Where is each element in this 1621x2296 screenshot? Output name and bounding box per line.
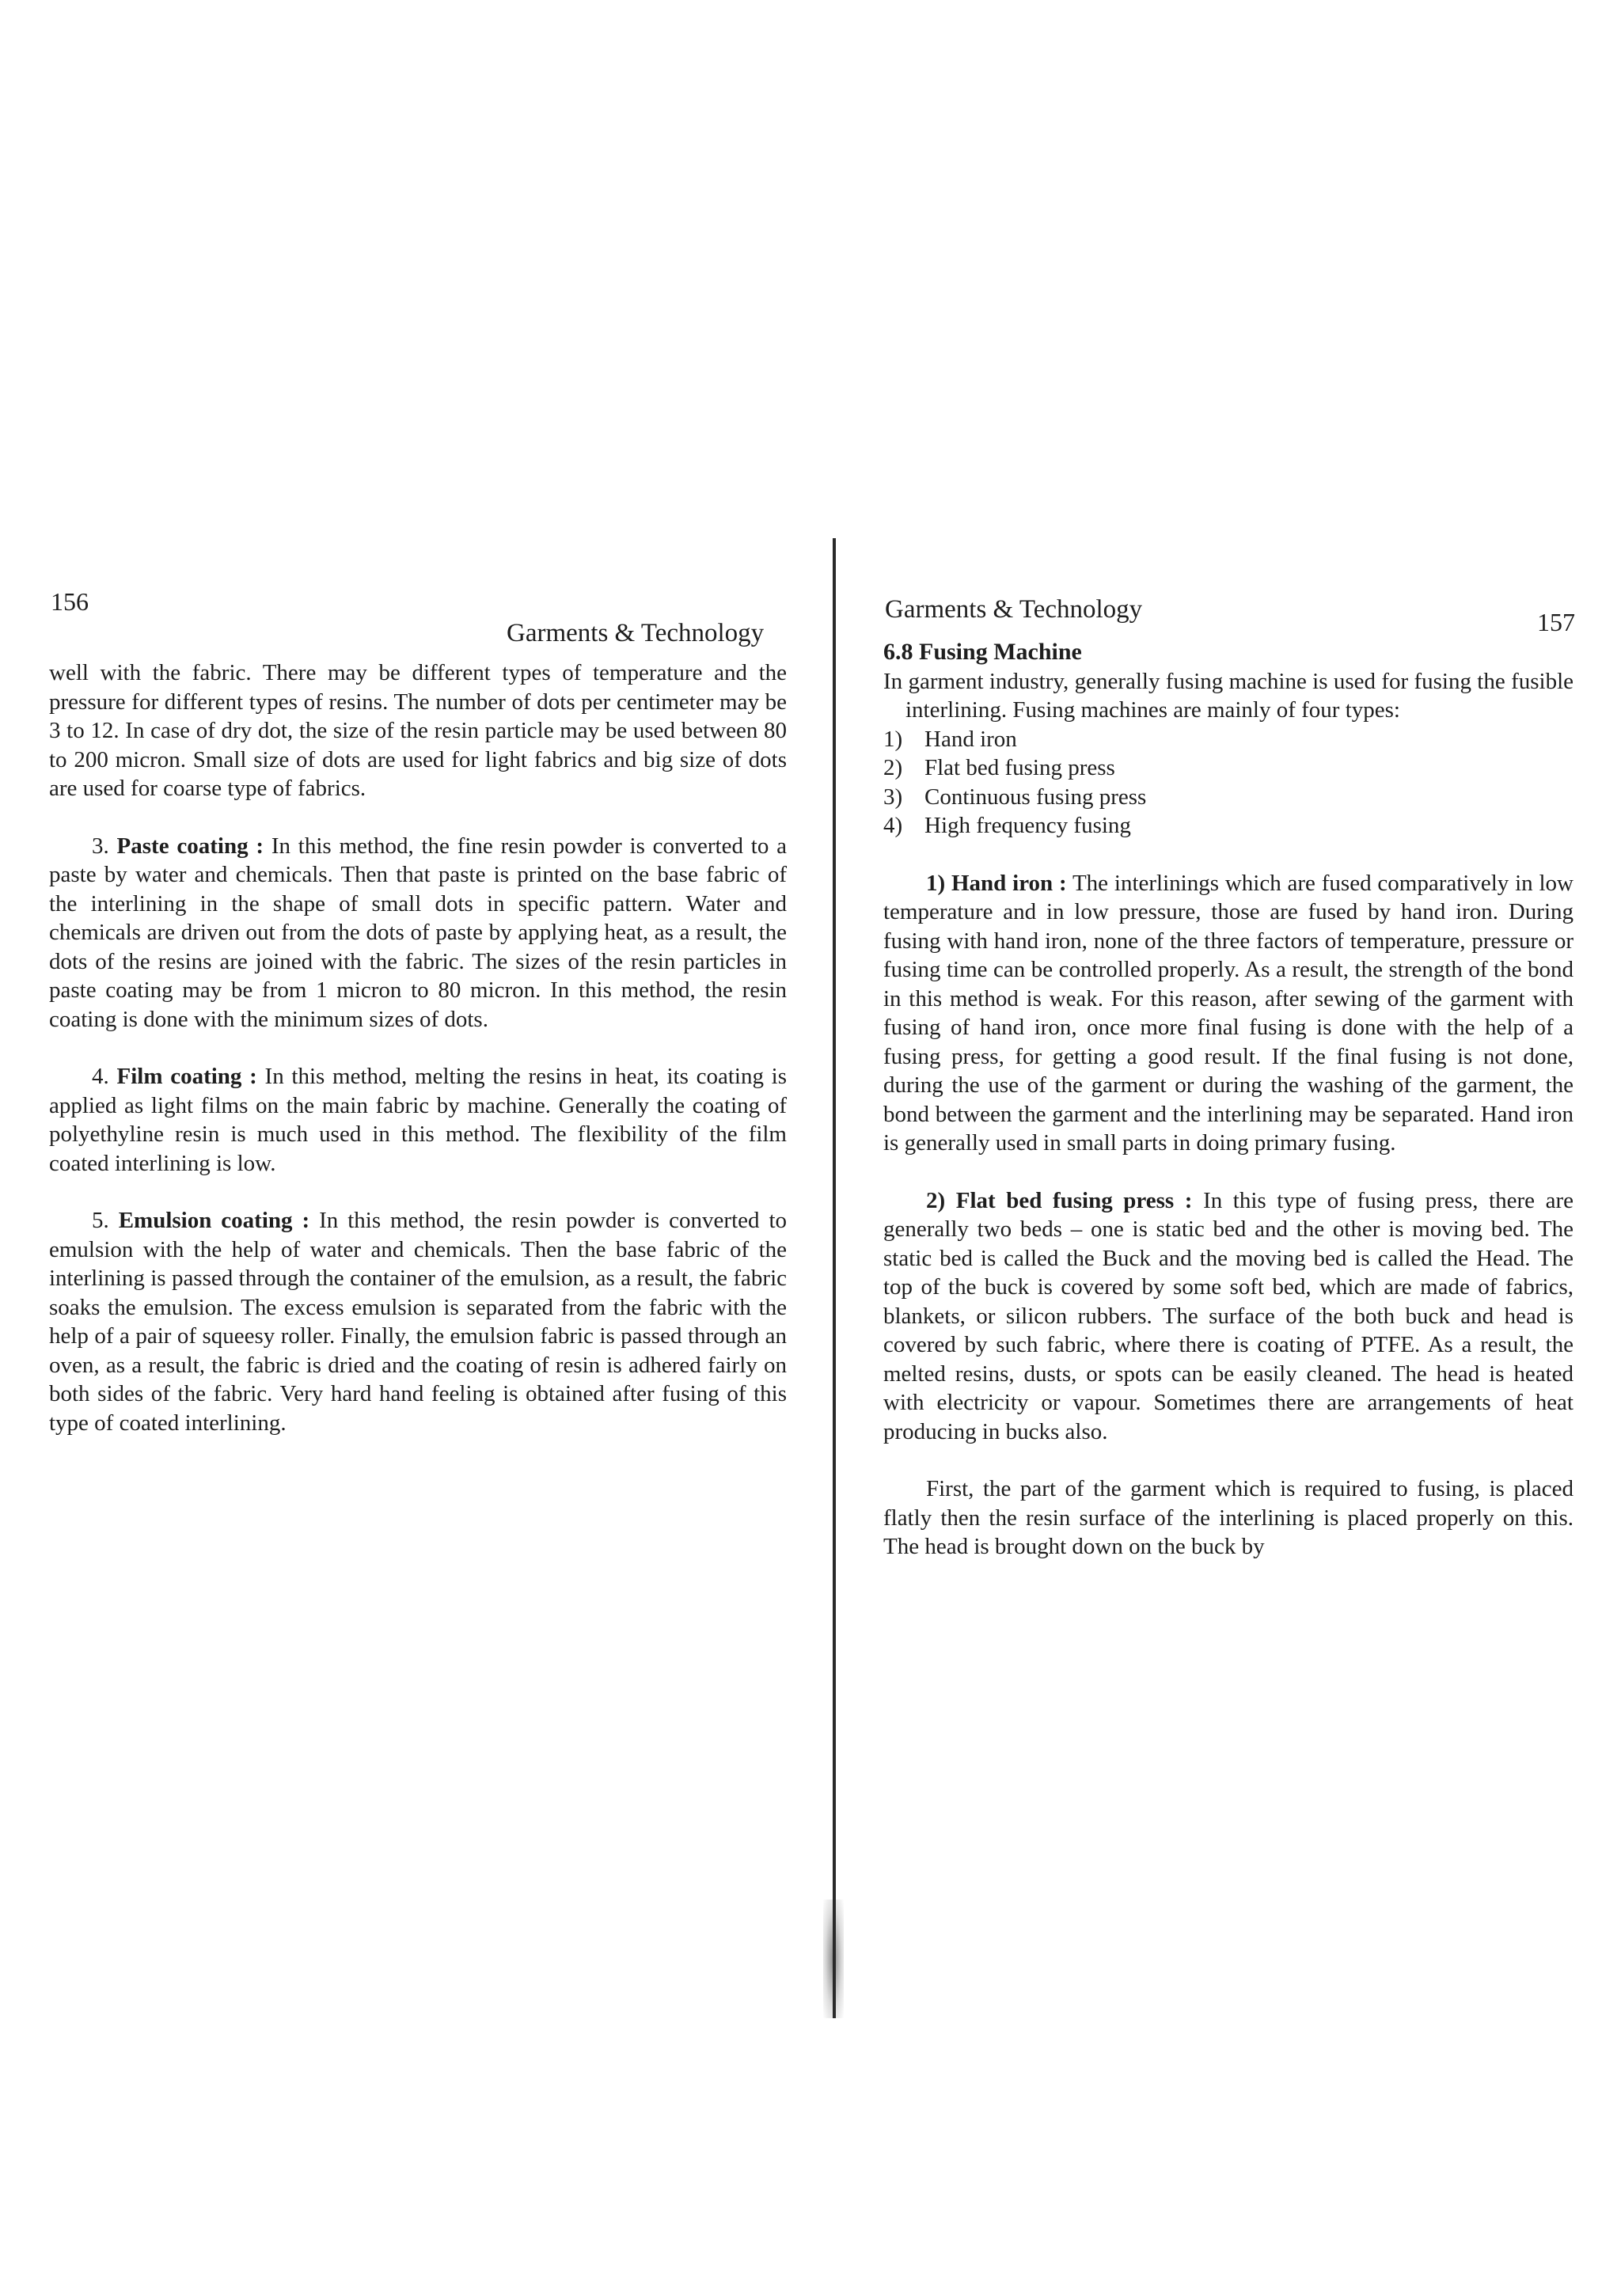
running-head-right: Garments & Technology (885, 595, 1143, 624)
film-coating-text: In this method, melting the resins in heat, its coating is applied as light films on the main fabric by machine. Generally the coating of polyethyline resin is much used in this method. The flexibility of the film coated interlining is low. (49, 1064, 788, 1176)
emulsion-coating-title: Emulsion coating : (118, 1208, 310, 1233)
paste-coating-number: 3. (92, 833, 109, 859)
list-item: 4) High frequency fusing (883, 813, 1131, 838)
film-coating-title: Film coating : (116, 1064, 257, 1089)
list-item: 3) Continuous fusing press (883, 784, 1147, 810)
left-body (49, 658, 787, 1437)
hand-iron-paragraph (883, 869, 1574, 1158)
film-coating-number: 4. (92, 1064, 109, 1089)
right-body (883, 638, 1574, 1562)
flat-bed-title: 2) Flat bed fusing press : (926, 1187, 1193, 1213)
fusing-intro: In garment industry, generally fusing machine is used for fusing the fusible interlining. Fusing machines are mainly of four types: (883, 668, 1574, 723)
flat-bed-text: In this type of fusing press, there are generally two beds – one is static bed and the other is moving bed. The static bed is called the Buck and the moving bed is called the Head. The top of the buck is covered by some soft bed, which are made of fabrics, blankets, or silicon rubbers. The surface of the both buck and head is covered by such fabric, where there is coating of PTFE. As a result, the melted resins, dusts, or spots can be easily cleaned. The head is heated with electricity or vapour. Sometimes there are arrangements of heat producing in bucks also. (883, 1187, 1574, 1444)
page-number-right: 157 (1537, 608, 1575, 636)
running-head-left: Garments & Technology (507, 619, 765, 647)
first-step-paragraph: First, the part of the garment which is required to fusing, is placed flatly then the resin surface of the interlining is placed properly on this. The head is brought down on the buck by (883, 1476, 1574, 1559)
right-page (839, 0, 1621, 2296)
continuation-paragraph: well with the fabric. There may be different types of temperature and the pressure for different types of resins. The number of dots per centimeter may be 3 to 12. In case of dry dot, the size of the resin particle may be used between 80 to 200 micron. Small size of dots are used for light fabrics and big size of dots are used for coarse type of fabrics. (49, 660, 787, 801)
hand-iron-text: The interlinings which are fused comparatively in low temperature and in low pressure, those are fused by hand iron. During fusing with hand iron, none of the three factors of temperature, pressure or fusing time can be controlled properly. As a result, the strength of the bond in this method is weak. For this reason, after sewing of the garment with fusing of hand iron, once more final fusing is done with the help of a fusing press, for getting a good result. If the final fusing is not done, during the use of the garment or during the washing of the garment, the bond between the garment and the interlining may be separated. Hand iron is generally used in small parts in doing primary fusing. (883, 870, 1574, 1156)
paste-coating-title: Paste coating : (116, 833, 264, 859)
fusing-types-list (883, 725, 1574, 841)
paste-coating-text: In this method, the fine resin powder is converted to a paste by water and chemicals. Then that paste is printed on the base fabric of the interlining in the shape of small dots in specific pattern. Water and chemicals are driven out from the dots of paste by applying heat, as a result, the dots of the resins are joined with the fabric. The sizes of the resin particles in paste coating may be from 1 micron to 80 micron. In this method, the resin coating is done with the minimum sizes of dots. (49, 833, 787, 1032)
emulsion-coating-paragraph (49, 1206, 787, 1437)
film-coating-paragraph (49, 1062, 787, 1178)
emulsion-coating-text: In this method, the resin powder is converted to emulsion with the help of water and chemicals. Then the base fabric of the interlining is passed through the container of the emulsion, as a result, the fabric soaks the emulsion. The excess emulsion is separated from the fabric with the help of a pair of squeesy roller. Finally, the emulsion fabric is passed through an oven, as a result, the fabric is dried and the coating of resin is adhered fairly on both sides of the fabric. Very hard hand feeling is obtained after fusing of this type of coated interlining. (49, 1208, 788, 1436)
emulsion-coating-number: 5. (92, 1208, 109, 1233)
paste-coating-paragraph (49, 832, 787, 1034)
hand-iron-title: 1) Hand iron : (926, 870, 1067, 896)
list-item: 2) Flat bed fusing press (883, 755, 1115, 780)
book-gutter (833, 538, 836, 2018)
flat-bed-paragraph (883, 1186, 1574, 1447)
list-item: 1) Hand iron (883, 726, 1017, 752)
section-heading: 6.8 Fusing Machine (883, 639, 1082, 665)
page-number-left: 156 (51, 587, 89, 616)
